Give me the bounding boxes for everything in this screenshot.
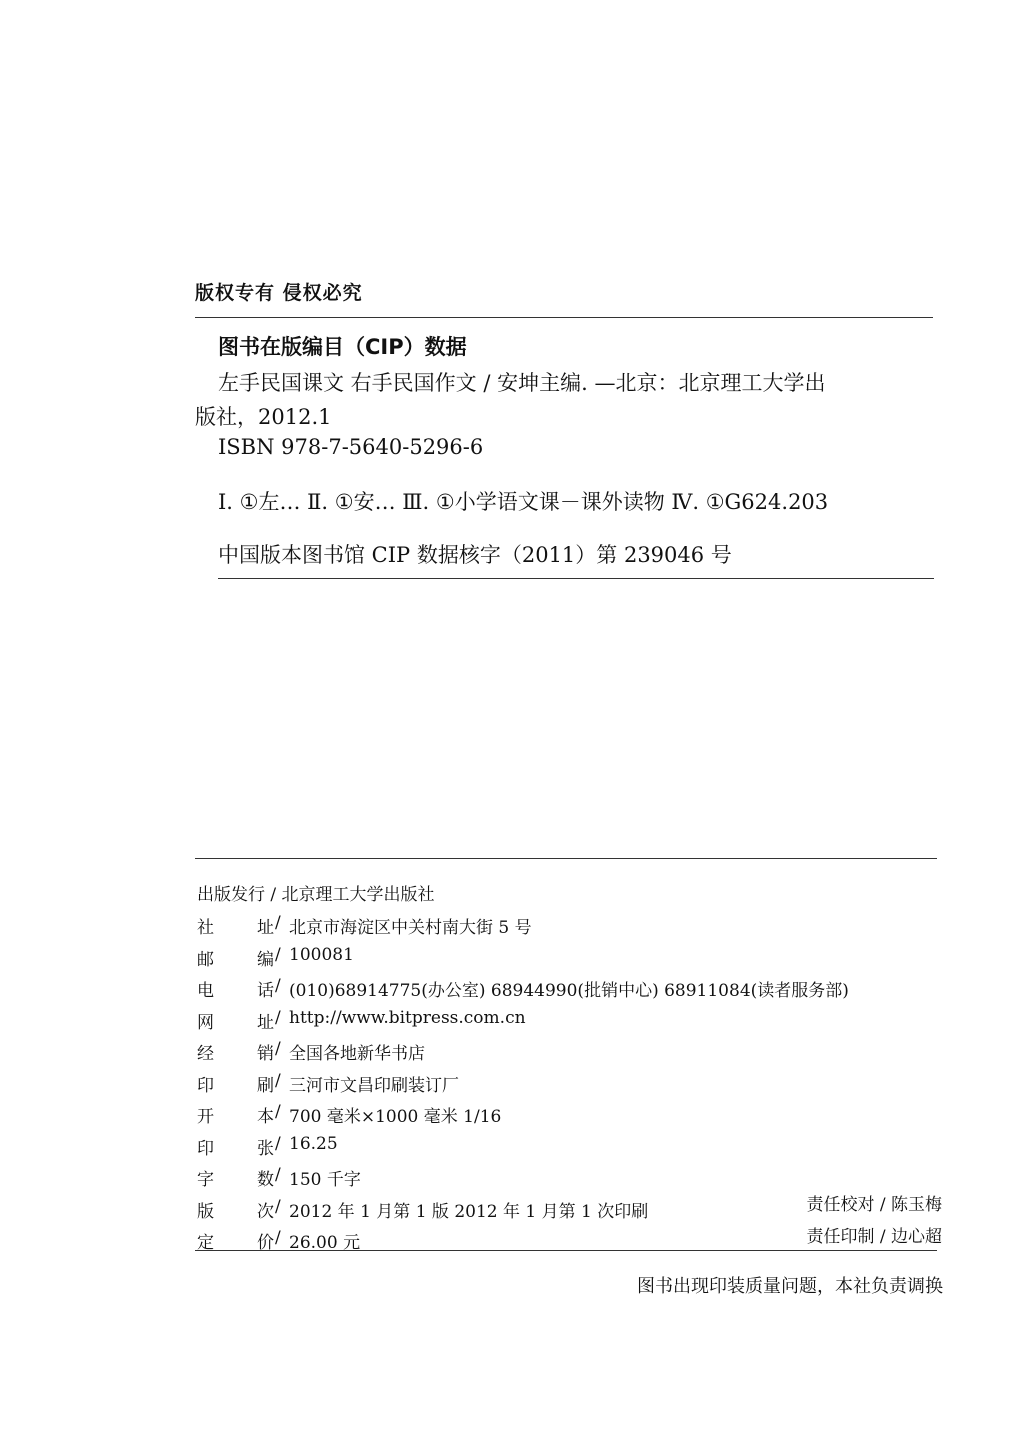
imprint-key-char-2: 数 (257, 1170, 274, 1190)
imprint-key-char-2: 话 (257, 981, 274, 1001)
imprint-key-char-1: 社 (197, 918, 214, 938)
imprint-key-char-1: 经 (197, 1044, 214, 1064)
imprint-key-char-1: 版 (197, 1201, 214, 1222)
cip-bibliographic-line-cont: 版社，2012.1 (195, 405, 332, 429)
imprint-value: 北京市海淀区中关村南大街 5 号 (289, 918, 532, 938)
publisher-label: 出版发行 (197, 885, 265, 905)
imprint-separator: / (275, 1196, 281, 1217)
imprint-value: http://www.bitpress.com.cn (289, 1007, 526, 1028)
imprint-value: 三河市文昌印刷装订厂 (289, 1075, 459, 1096)
imprint-key-char-1: 印 (197, 1075, 214, 1096)
divider-imprint-bottom (195, 1250, 937, 1251)
imprint-value: 全国各地新华书店 (289, 1044, 425, 1064)
cip-isbn: ISBN 978-7-5640-5296-6 (218, 435, 484, 459)
cip-check-number: 中国版本图书馆 CIP 数据核字（2011）第 239046 号 (218, 543, 732, 567)
imprint-separator: / (275, 1007, 281, 1028)
imprint-value: 150 千字 (289, 1170, 361, 1190)
imprint-separator: / (275, 1133, 281, 1154)
cip-title: 图书在版编目（CIP）数据 (218, 335, 467, 359)
imprint-key-char-1: 印 (197, 1138, 214, 1159)
imprint-separator: / (275, 1228, 281, 1248)
imprint-value: 2012 年 1 月第 1 版 2012 年 1 月第 1 次印刷 (289, 1201, 649, 1222)
imprint-key-char-2: 刷 (257, 1075, 274, 1096)
imprint-key-char-1: 电 (197, 981, 214, 1001)
imprint-value: 26.00 元 (289, 1233, 361, 1253)
imprint-key-char-2: 本 (257, 1107, 274, 1127)
imprint-key-char-1: 定 (197, 1233, 214, 1253)
imprint-value: 100081 (289, 944, 354, 965)
imprint-separator: / (275, 1039, 281, 1059)
imprint-key-char-2: 次 (257, 1201, 274, 1222)
imprint-key-char-1: 网 (197, 1012, 214, 1033)
imprint-key-char-2: 编 (257, 949, 274, 970)
imprint-key-char-1: 邮 (197, 949, 214, 970)
proofreader: 责任校对 / 陈玉梅 (806, 1195, 942, 1215)
publisher-value: 北京理工大学出版社 (281, 885, 435, 905)
imprint-key-char-2: 销 (257, 1044, 274, 1064)
imprint-key-char-2: 址 (257, 1012, 274, 1033)
divider-cip-bottom (218, 578, 934, 579)
imprint-separator: / (275, 913, 281, 933)
footer-note: 图书出现印装质量问题，本社负责调换 (637, 1276, 943, 1297)
imprint-key-char-2: 价 (257, 1233, 274, 1253)
divider-imprint-top (195, 858, 937, 859)
cip-bibliographic-line: 左手民国课文 右手民国作文 / 安坤主编. —北京：北京理工大学出 (218, 371, 826, 395)
rights-notice: 版权专有 侵权必究 (195, 282, 363, 304)
imprint-key-char-2: 张 (257, 1138, 274, 1159)
imprint-separator: / (275, 1070, 281, 1091)
imprint-value: 700 毫米×1000 毫米 1/16 (289, 1107, 502, 1127)
publisher-row: 出版发行 / 北京理工大学出版社 (197, 885, 435, 905)
imprint-value: (010)68914775(办公室) 68944990(批销中心) 68911084(读者服务部) (289, 981, 849, 1001)
imprint-key-char-2: 址 (257, 918, 274, 938)
imprint-value: 16.25 (289, 1133, 338, 1154)
divider-top (195, 317, 933, 318)
imprint-separator: / (275, 1165, 281, 1185)
cip-classification: Ⅰ. ①左… Ⅱ. ①安… Ⅲ. ①小学语文课－课外读物 Ⅳ. ①G624.203 (218, 490, 829, 514)
imprint-separator: / (275, 1102, 281, 1122)
imprint-separator: / (275, 944, 281, 965)
print-supervisor: 责任印制 / 边心超 (806, 1227, 942, 1247)
imprint-key-char-1: 开 (197, 1107, 214, 1127)
imprint-key-char-1: 字 (197, 1170, 214, 1190)
imprint-separator: / (275, 976, 281, 996)
